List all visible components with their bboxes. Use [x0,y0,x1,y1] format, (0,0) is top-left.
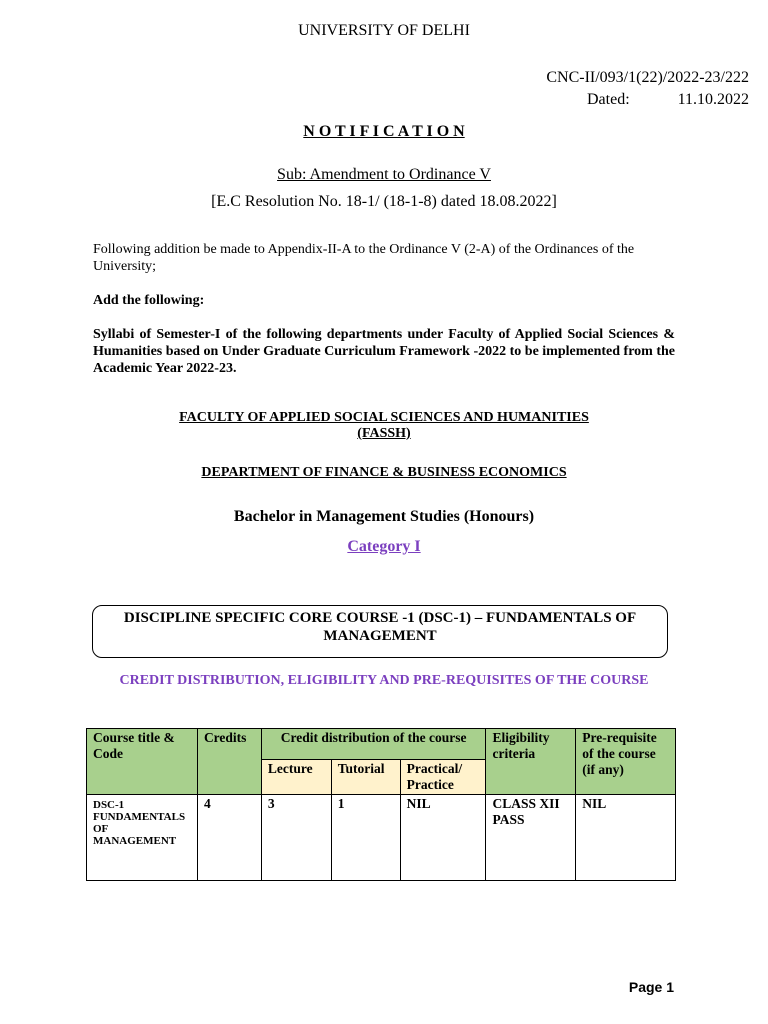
subject-text: Sub: Amendment to Ordinance V [277,166,491,183]
faculty-abbreviation: (FASSH) [357,426,411,441]
faculty-name: FACULTY OF APPLIED SOCIAL SCIENCES AND HUMANITIES [179,410,589,425]
course-title-box [92,605,668,658]
programme-title: Bachelor in Management Studies (Honours) [233,508,535,525]
header-eligibility: Eligibility criteria [486,729,576,795]
course-title-text: DISCIPLINE SPECIFIC CORE COURSE -1 (DSC-1) – FUNDAMENTALS OF MANAGEMENT [123,610,637,644]
university-name: UNIVERSITY OF DELHI [298,22,470,39]
credit-distribution-table [86,728,676,881]
cell-eligibility: CLASS XII PASS [486,795,576,881]
header-credit-distribution: Credit distribution of the course [261,729,486,760]
header-lecture: Lecture [261,760,331,795]
table-row [87,795,676,881]
cell-lecture: 3 [261,795,331,881]
page-number: Page 1 [628,979,674,995]
category-link[interactable]: Category I [347,538,421,555]
resolution-line: [E.C Resolution No. 18-1/ (18-1-8) dated 18.08.2022] [211,193,557,210]
cell-tutorial: 1 [331,795,400,881]
intro-paragraph: Following addition be made to Appendix-II-A to the Ordinance V (2-A) of the Ordinances of the University; [93,242,635,274]
credit-heading-text: CREDIT DISTRIBUTION, ELIGIBILITY AND PRE-REQUISITES OF THE COURSE [119,673,649,688]
dated-label: Dated: [587,91,630,108]
notification-date: 11.10.2022 [677,91,749,108]
credit-heading [0,672,768,689]
table-header-row [87,729,676,760]
header-course-title: Course title & Code [87,729,198,795]
header-tutorial: Tutorial [331,760,400,795]
header-practical: Practical/ Practice [400,760,486,795]
category-heading [0,538,768,556]
header-prerequisite: Pre-requisite of the course (if any) [576,729,676,795]
syllabi-paragraph: Syllabi of Semester-I of the following departments under Faculty of Applied Social Sciences & Humanities based on Under Graduate Curriculum Framework -2022 to be implemented from the Academic Year 2022-23. [93,327,675,376]
cell-practical: NIL [400,795,486,881]
cell-course: DSC-1 FUNDAMENTALS OF MANAGEMENT [87,795,198,881]
faculty-heading [0,410,768,442]
cell-credits: 4 [197,795,261,881]
department-name: DEPARTMENT OF FINANCE & BUSINESS ECONOMICS [201,465,567,480]
notification-title: N O T I F I C A T I O N [303,123,465,140]
subject-line [0,166,768,184]
add-following-label: Add the following: [93,293,205,308]
cell-prerequisite: NIL [576,795,676,881]
reference-number: CNC-II/093/1(22)/2022-23/222 [546,69,749,86]
header-credits: Credits [197,729,261,795]
department-heading [0,465,768,481]
